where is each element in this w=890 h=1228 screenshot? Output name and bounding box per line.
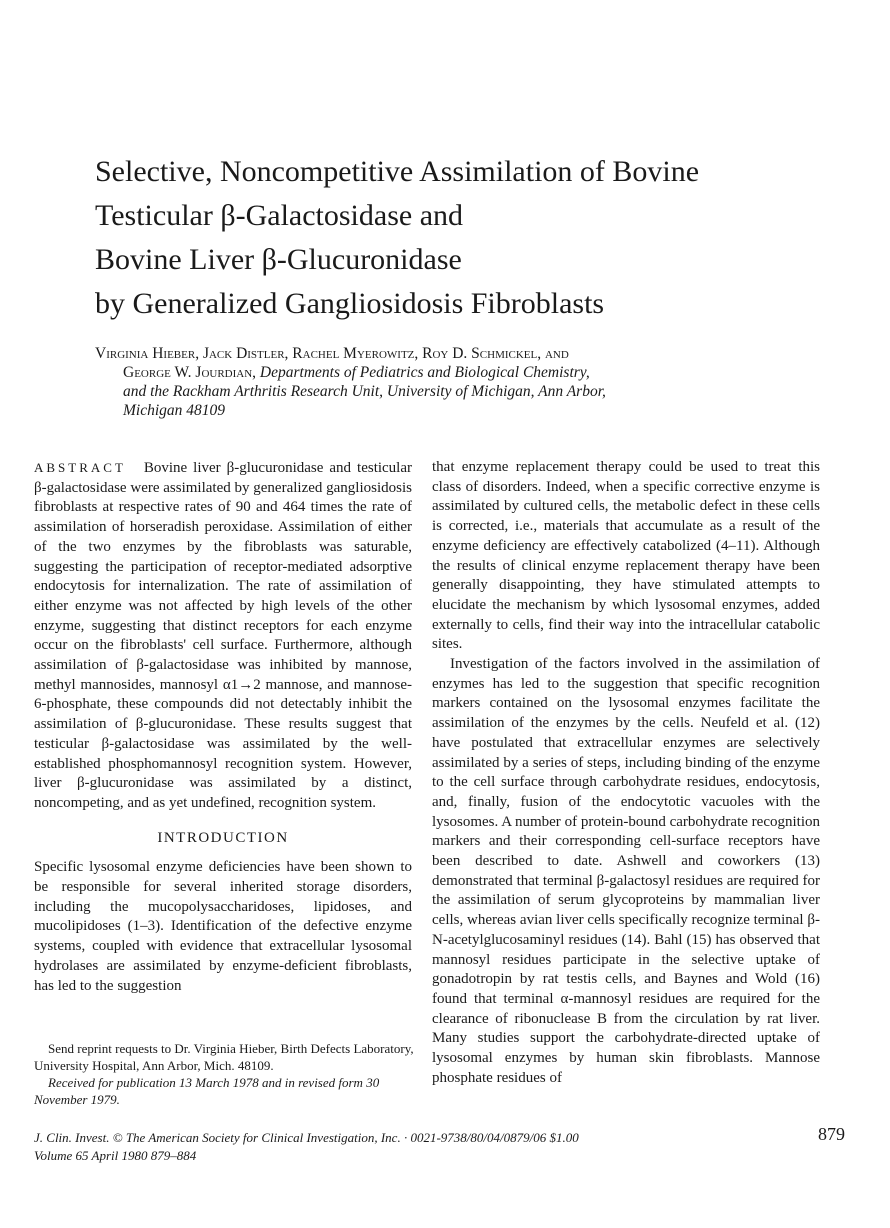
author-last-name: George W. Jourdian,	[123, 364, 257, 381]
page-number: 879	[818, 1124, 845, 1144]
right-column	[432, 458, 820, 1089]
journal-citation: J. Clin. Invest. © The American Society for Clinical Investigation, Inc. · 0021-9738/80/04/0879/06 $1.00	[34, 1130, 579, 1145]
journal-footer	[34, 1129, 824, 1165]
left-column	[34, 458, 412, 996]
title-line-3: Bovine Liver β-Glucuronidase	[95, 243, 462, 276]
volume-info: Volume 65 April 1980 879–884	[34, 1148, 197, 1163]
author-block	[95, 344, 835, 420]
intro-paragraph-1-continued: that enzyme replacement therapy could be used to treat this class of disorders. Indeed, when a specific corrective enzyme is assimilated by cultured cells, the metabolic defect in these cells is corrected, i.e., materials that accumulate as a result of the enzyme deficiency are effectively catabolized (4–11). Although the results of clinical enzyme replacement therapy have been generally disappointing, they have stimulated attempts to elucidate the mechanism by which lysosomal enzymes, added externally to cells, find their way into the intracellular catabolic sites.	[432, 459, 820, 653]
affiliation-3: Michigan 48109	[123, 402, 226, 419]
reprint-note: Send reprint requests to Dr. Virginia Hieber, Birth Defects Laboratory, University Hospital, Ann Arbor, Mich. 48109.	[34, 1041, 414, 1073]
intro-paragraph-1: Specific lysosomal enzyme deficiencies have been shown to be responsible for several inherited storage disorders, including the mucopolysaccharidoses, lipidoses, and mucolipidoses (1–3). Identification of the defective enzyme systems, coupled with evidence that extracellular lysosomal hydrolases are assimilated by enzyme-deficient fibroblasts, has led to the suggestion	[34, 859, 412, 994]
title-line-4: by Generalized Gangliosidosis Fibroblasts	[95, 287, 605, 320]
affiliation-1: Departments of Pediatrics and Biological Chemistry,	[259, 364, 590, 381]
received-note: Received for publication 13 March 1978 and in revised form 30 November 1979.	[34, 1075, 380, 1107]
article-title	[95, 150, 815, 326]
footnotes	[34, 1040, 424, 1108]
title-line-1: Selective, Noncompetitive Assimilation of Bovine	[95, 155, 700, 188]
author-affiliation-line	[95, 363, 835, 382]
author-names: Virginia Hieber, Jack Distler, Rachel Myerowitz, Roy D. Schmickel, and	[95, 345, 569, 362]
title-line-2: Testicular β-Galactosidase and	[95, 199, 464, 232]
abstract-text: Bovine liver β-glucuronidase and testicular β-galactosidase were assimilated by generalized gangliosidosis fibroblasts at respective rates of 90 and 464 times the rate of assimilation of horseradish peroxidase. Assimilation of either of the two enzymes by the fibroblasts was saturable, suggesting the participation of receptor-mediated adsorptive endocytosis for internalization. The rate of assimilation of either enzyme was not affected by high levels of the other enzyme, suggesting that distinct receptors for each enzyme occur on the fibroblasts' cell surface. Furthermore, although assimilation of β-galactosidase was inhibited by mannose, methyl mannosides, mannosyl α1→2 mannose, and mannose-6-phosphate, these compounds did not detectably inhibit the assimilation of β-glucuronidase. These results suggest that testicular β-galactosidase was assimilated by the well-established phosphomannosyl recognition system. However, liver β-glucuronidase was assimilated by a distinct, noncompeting, and as yet undefined, recognition system.	[34, 460, 413, 811]
introduction-heading: INTRODUCTION	[157, 829, 289, 846]
abstract	[34, 458, 412, 814]
abstract-label: ABSTRACT	[34, 460, 126, 475]
affiliation-2: and the Rackham Arthritis Research Unit, University of Michigan, Ann Arbor,	[123, 383, 606, 400]
intro-paragraph-2: Investigation of the factors involved in the assimilation of enzymes has led to the suggestion that specific recognition markers contained on the lysosomal enzymes facilitate the assimilation of the enzymes by the cells. Neufeld et al. (12) have postulated that extracellular enzymes are selectively assimilated by a series of steps, including binding of the enzyme to the cell surface through carbohydrate residues, endocytosis, and, finally, fusion of the endocytotic vacuoles with the lysosomes. A number of protein-bound carbohydrate recognition markers and their corresponding cell-surface receptors have been described to date. Ashwell and coworkers (13) demonstrated that terminal β-galactosyl residues are required for the assimilation of serum glycoproteins by mammalian liver cells, whereas avian liver cells specifically recognize terminal β-N-acetylglucosaminyl residues (14). Bahl (15) has observed that mannosyl residues participate in the selective uptake of gonadotropin by rat testis cells, and Baynes and Wold (16) found that terminal α-mannosyl residues are required for the clearance of ribonuclease B from the circulation by rat liver. Many studies support the carbohydrate-directed uptake of lysosomal enzymes by human skin fibroblasts. Mannose phosphate residues of	[432, 656, 820, 1086]
